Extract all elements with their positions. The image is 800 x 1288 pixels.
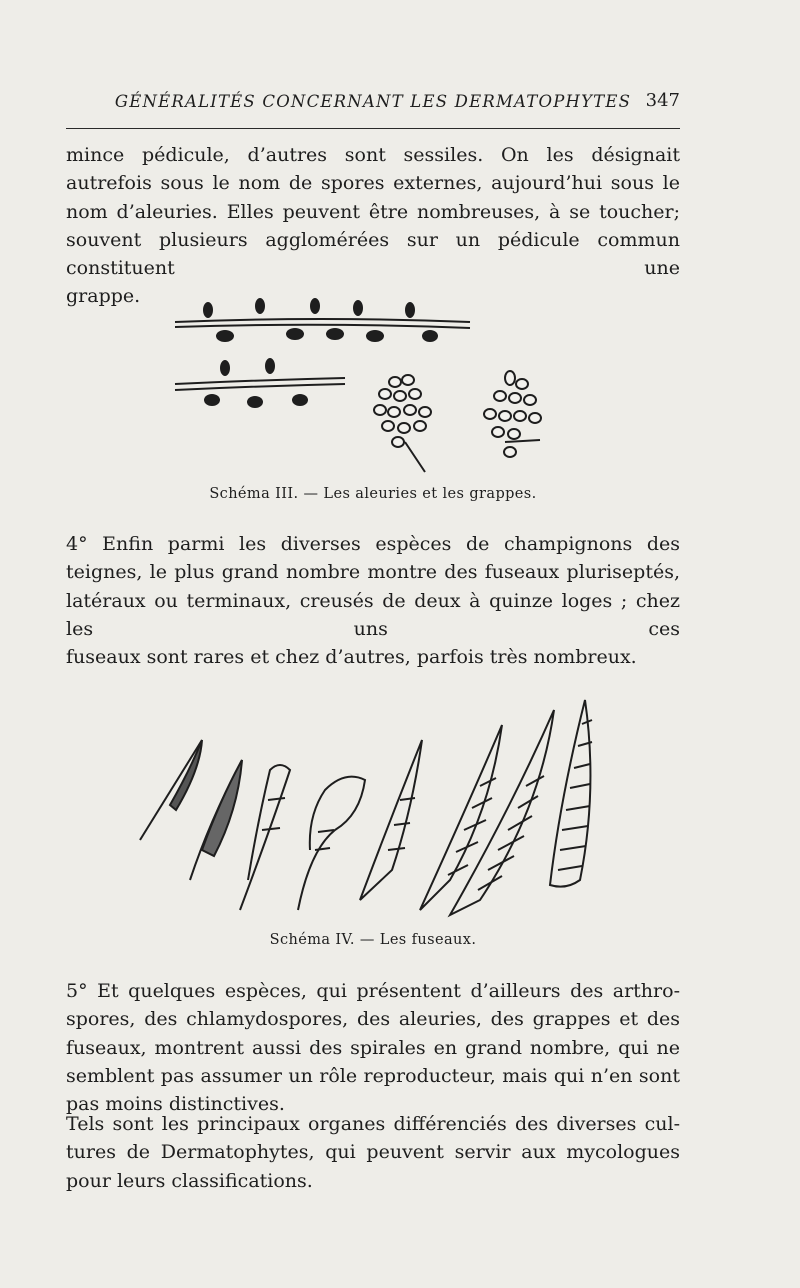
- fuseau-5: [360, 740, 422, 900]
- paragraph-conclusion-body: Tels sont les principaux organes différenciés des diverses cultures de Dermatophytes, qui peuvent servir aux mycologues: [66, 1113, 680, 1164]
- page-number: 347: [645, 90, 680, 111]
- hypha-upper: [175, 319, 470, 328]
- grappe-right: [484, 371, 541, 457]
- hypha-lower: [175, 378, 345, 390]
- paragraph-fuseaux-body: 4° Enfin parmi les diverses espèces de champignons des teignes, le plus grand nombre montre des fuseaux pluriseptés, latéraux ou terminaux, creusés de deux à quinze loges ; chez les uns ces: [66, 533, 680, 640]
- running-head: [66, 86, 680, 120]
- fuseau-8: [550, 700, 592, 887]
- schema-3-illustration: [170, 292, 570, 482]
- schema-3-drawing: [170, 292, 570, 482]
- paragraph-fuseaux-last-line: fuseaux sont rares et chez d’autres, parfois très nombreux.: [66, 646, 637, 669]
- paragraph-spirales-last-line: pas moins distinctives.: [66, 1093, 285, 1116]
- paragraph-spirales: [66, 977, 680, 1118]
- fuseau-2: [190, 760, 242, 880]
- grappe-left: [374, 375, 431, 472]
- schema-4-drawing: [130, 680, 610, 920]
- paragraph-spirales-body: 5° Et quelques espèces, qui présentent d’ailleurs des arthrospores, des chlamydospores, des aleuries, des grappes et des fuseaux, montrent aussi des spirales en grand nombre, qui ne semblent pas assumer un rôle reproducteur, mais qui n’en sont: [66, 980, 680, 1087]
- header-rule: [66, 128, 680, 129]
- fuseau-4: [298, 777, 365, 910]
- paragraph-aleuries-body: mince pédicule, d’autres sont sessiles. On les désignait autrefois sous le nom de spores externes, aujourd’hui sous le nom d’aleuries. Elles peuvent être nombreuses, à se toucher; souvent plusieurs agglomérées sur un pédicule commun constituent une: [66, 144, 680, 280]
- paragraph-conclusion: [66, 1110, 680, 1195]
- schema-3-caption: Schéma III. — Les aleuries et les grappes.: [209, 486, 537, 502]
- schema-4-caption: Schéma IV. — Les fuseaux.: [269, 932, 477, 948]
- running-title: GÉNÉRALITÉS CONCERNANT LES DERMATOPHYTES: [114, 92, 632, 111]
- paragraph-aleuries-last-line: grappe.: [66, 285, 141, 308]
- paragraph-conclusion-last-line: pour leurs classifications.: [66, 1169, 313, 1192]
- fuseau-3: [240, 765, 290, 910]
- schema-4-illustration: [130, 680, 610, 920]
- fuseau-1: [140, 740, 202, 840]
- fuseau-7: [450, 710, 554, 915]
- paragraph-fuseaux: [66, 530, 680, 671]
- paragraph-aleuries: [66, 141, 680, 311]
